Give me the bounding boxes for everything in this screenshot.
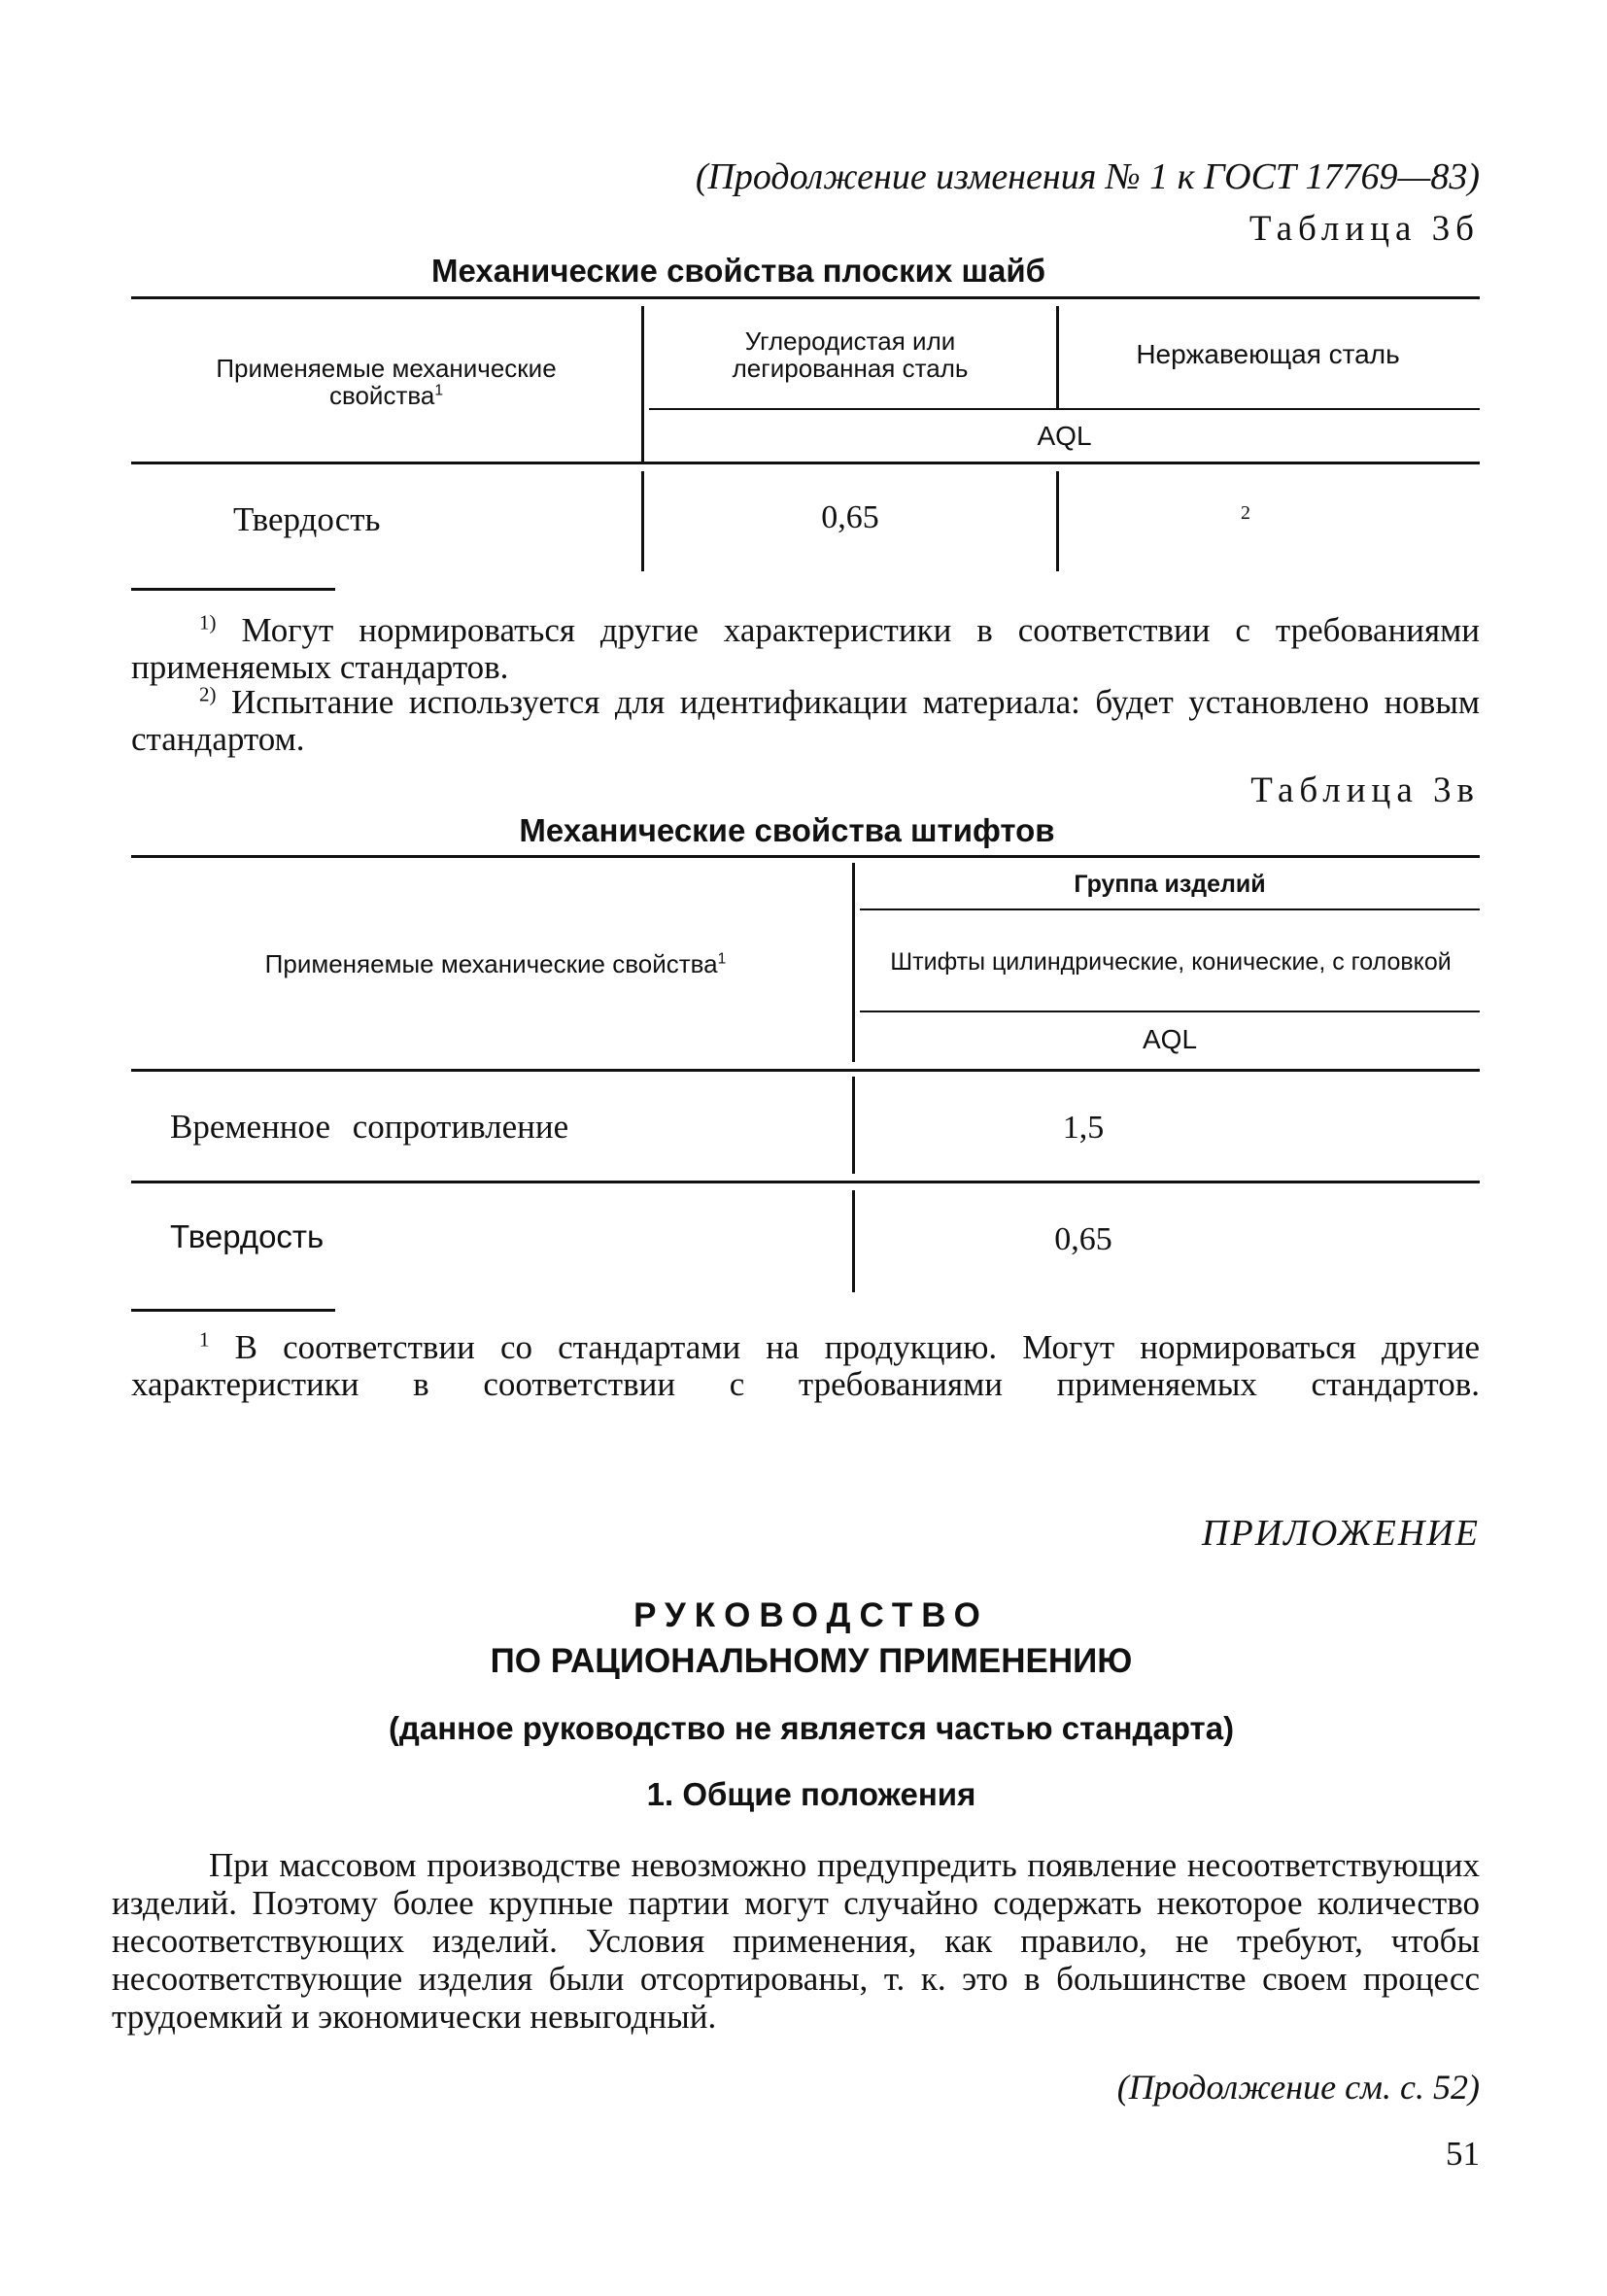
footnote-3v-text: В соответствии со стандартами на продукцию. Могут нормироваться другие характеристики в соответствии с требованиями применяемых стандартов. xyxy=(131,1328,1480,1403)
continuation-header: (Продолжение изменения № 1 к ГОСТ 17769—83) xyxy=(695,156,1480,197)
footnote-3v-mark: 1 xyxy=(199,1327,210,1352)
table-3b-vrule-1 xyxy=(641,306,644,462)
table-3v-number: Таблица 3в xyxy=(1250,771,1480,810)
continued-note: (Продолжение см. с. 52) xyxy=(1116,2068,1480,2107)
table-3v-title: Механические свойства штифтов xyxy=(519,812,1055,848)
table-3v-row-1-property: Временное сопротивление xyxy=(170,1108,569,1146)
table-3b-header-rule xyxy=(131,462,1480,464)
table-3v-header-property xyxy=(155,865,836,1064)
section-heading: 1. Общие положения xyxy=(646,1776,976,1812)
table-3v-vrule-row1 xyxy=(852,1077,855,1174)
table-3b-header-stainless: Нержавеющая сталь xyxy=(1136,339,1400,369)
table-3b-top-rule xyxy=(131,296,1480,299)
table-3v-top-rule xyxy=(131,855,1480,858)
footnote-3b-2 xyxy=(131,684,1480,758)
table-3b-row-property: Твердость xyxy=(233,500,381,538)
footnote-3b-1 xyxy=(131,612,1480,686)
footnote-3v xyxy=(131,1329,1480,1403)
table-3b-title: Механические свойства плоских шайб xyxy=(430,253,1045,289)
table-3b-header-aql: AQL xyxy=(1037,421,1092,451)
table-3v-header-property-text: Применяемые механические свойства xyxy=(264,949,718,978)
table-3b-header-property xyxy=(189,321,583,442)
table-3b-row-stainless-value: 2 xyxy=(1241,502,1250,524)
footnote-3b-2-text: Испытание используется для идентификации материала: будет установлено новым стандартом. xyxy=(131,683,1480,758)
page-number: 51 xyxy=(1446,2135,1480,2173)
footnote-mark: 1 xyxy=(717,950,727,968)
footnote-3b-1-mark: 1) xyxy=(199,610,217,634)
footnote-mark: 1 xyxy=(434,381,444,398)
table-3b-vrule-1b xyxy=(641,471,644,571)
appendix-title-line1: РУКОВОДСТВО xyxy=(633,1596,989,1634)
table-3v-row-2-value: 0,65 xyxy=(1054,1221,1112,1257)
table-3v-row-1-value: 1,5 xyxy=(1062,1110,1105,1146)
table-3v-group-rule xyxy=(860,908,1480,910)
appendix-paragraph: При массовом производстве невозможно предупредить появление несоответствующих изделий. Поэтому более крупные партии могут случайно содержать некоторое количество несоответствующих изделий. Условия применения, как правило, не требуют, чтобы несоответствующие изделия были отсортированы, т. к. это в большинстве своем процесс трудоемкий и экономически невыгодный. xyxy=(112,1846,1480,2036)
footnote-rule-3v xyxy=(131,1309,335,1312)
table-3b-header-property-text: Применяемые механические свойства xyxy=(216,353,557,410)
table-3b-number: Таблица 3б xyxy=(1248,209,1480,249)
table-3v-row-2-property: Твердость xyxy=(170,1218,325,1254)
footnote-3b-1-text: Могут нормироваться другие характеристики в соответствии с требованиями применяемых стандартов. xyxy=(131,611,1481,686)
table-3v-header-rule xyxy=(131,1069,1480,1072)
table-3b-aql-rule xyxy=(649,408,1480,410)
footnote-3b-2-mark: 2) xyxy=(199,682,217,706)
table-3b-vrule-2 xyxy=(1056,306,1059,408)
table-3v-vrule-row2 xyxy=(852,1190,855,1292)
table-3v-row-rule xyxy=(131,1181,1480,1183)
table-3v-vrule xyxy=(852,863,855,1062)
table-3v-header-group-sub: Штифты цилиндрические, конические, с головкой xyxy=(890,947,1452,976)
appendix-title-line2: ПО РАЦИОНАЛЬНОМУ ПРИМЕНЕНИЮ xyxy=(490,1642,1133,1680)
appendix-subtitle: (данное руководство не является частью стандарта) xyxy=(388,1710,1235,1746)
appendix-label: ПРИЛОЖЕНИЕ xyxy=(1202,1513,1480,1554)
table-3b-header-carbon: Углеродистая или легированная сталь xyxy=(732,326,969,383)
footnote-rule-3b xyxy=(131,588,335,591)
table-3v-header-aql: AQL xyxy=(1142,1024,1198,1054)
table-3b-vrule-2b xyxy=(1056,471,1059,571)
table-3b-row-carbon-value: 0,65 xyxy=(821,499,879,535)
table-3v-header-group: Группа изделий xyxy=(1074,871,1266,898)
table-3v-aql-rule xyxy=(860,1011,1480,1012)
